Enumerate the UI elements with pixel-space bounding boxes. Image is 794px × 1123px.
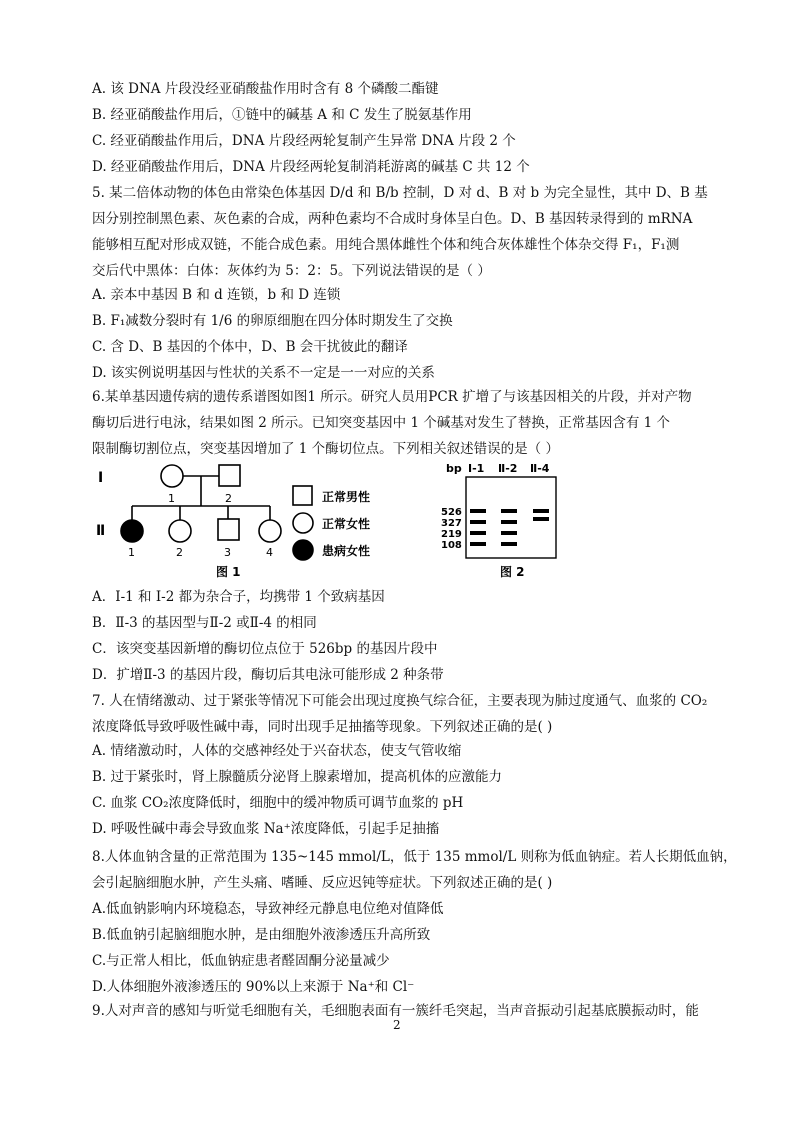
question-8-line-1: 8.人体血钠含量的正常范围为 135~145 mmol/L，低于 135 mmol/L 则称为低血钠症。若人长期低血钠， [92, 849, 737, 865]
lane-label-II-4: Ⅱ-4 [530, 462, 550, 475]
option-4d: D. 经亚硝酸盐作用后，DNA 片段经两轮复制消耗游离的碱基 C 共 12 个 [92, 159, 530, 175]
question-5-line-2: 因分别控制黑色素、灰色素的合成，两种色素均不合成时身体呈白色。D、B 基因转录得到的 mRNA [92, 211, 693, 227]
band [501, 509, 517, 513]
option-8d: D.人体细胞外液渗透压的 90%以上来源于 Na⁺和 Cl⁻ [92, 979, 415, 995]
band [470, 520, 486, 524]
band [501, 520, 517, 524]
option-4c: C. 经亚硝酸盐作用后，DNA 片段经两轮复制产生异常 DNA 片段 2 个 [92, 133, 516, 149]
generation-2-label: Ⅱ [96, 523, 106, 539]
question-6-line-2: 酶切后进行电泳，结果如图 2 所示。已知突变基因中 1 个碱基对发生了替换，正常基因含有 1 个 [92, 415, 671, 431]
individual-II-4 [259, 520, 281, 542]
question-7-line-2: 浓度降低导致呼吸性碱中毒，同时出现手足抽搐等现象。下列叙述正确的是( ) [92, 719, 553, 735]
option-5d: D. 该实例说明基因与性状的关系不一定是一一对应的关系 [92, 365, 435, 381]
lane-label-II-2: Ⅱ-2 [498, 462, 518, 475]
option-6b: B．Ⅱ-3 的基因型与Ⅱ-2 或Ⅱ-4 的相同 [92, 615, 317, 631]
option-6d: D．扩增Ⅱ-3 的基因片段，酶切后其电泳可能形成 2 种条带 [92, 667, 444, 683]
bp-label: bp [446, 462, 462, 475]
band [501, 531, 517, 535]
option-5a: A. 亲本中基因 B 和 d 连锁，b 和 D 连锁 [92, 287, 341, 303]
question-8-line-2: 会引起脑细胞水肿，产生头痛、嗜睡、反应迟钝等症状。下列叙述正确的是( ) [92, 875, 553, 891]
option-5b: B. F₁减数分裂时有 1/6 的卵原细胞在四分体时期发生了交换 [92, 313, 453, 329]
option-6a: A．I-1 和 I-2 都为杂合子，均携带 1 个致病基因 [92, 589, 385, 605]
legend-male-label: 正常男性 [322, 490, 371, 504]
option-7c: C. 血浆 CO₂浓度降低时，细胞中的缓冲物质可调节血浆的 pH [92, 795, 464, 811]
band [470, 531, 486, 535]
option-4a: A. 该 DNA 片段没经亚硝酸盐作用时含有 8 个磷酸二酯键 [92, 81, 439, 97]
label-II-4: 4 [266, 546, 273, 559]
label-I-2: 2 [225, 492, 232, 505]
individual-I-2 [219, 465, 240, 486]
size-marker-327: 327 [441, 518, 462, 529]
question-6-line-1: 6.某单基因遗传病的遗传系谱图如图1 所示。研究人员用PCR 扩增了与该基因相关的片段，并对产物 [92, 389, 692, 405]
question-5-line-1: 5. 某二倍体动物的体色由常染色体基因 D/d 和 B/b 控制，D 对 d、B 对 b 为完全显性，其中 D、B 基 [92, 185, 708, 201]
individual-I-1 [161, 465, 183, 487]
size-marker-108: 108 [441, 540, 462, 551]
page-number: 2 [393, 1018, 401, 1032]
legend-male-symbol [293, 486, 312, 505]
generation-1-label: I [98, 470, 104, 486]
legend-affected-label: 患病女性 [322, 544, 371, 558]
option-8a: A.低血钠影响内环境稳态，导致神经元静息电位绝对值降低 [92, 901, 444, 917]
band [533, 509, 549, 513]
size-marker-526: 526 [441, 507, 462, 518]
band [501, 542, 517, 546]
option-6c: C．该突变基因新增的酶切位点位于 526bp 的基因片段中 [92, 641, 438, 657]
label-II-3: 3 [224, 546, 231, 559]
option-4b: B. 经亚硝酸盐作用后，①链中的碱基 A 和 C 发生了脱氨基作用 [92, 107, 472, 123]
option-7b: B. 过于紧张时，肾上腺髓质分泌肾上腺素增加，提高机体的应激能力 [92, 769, 503, 785]
band [470, 542, 486, 546]
option-7a: A. 情绪激动时，人体的交感神经处于兴奋状态，使支气管收缩 [92, 743, 462, 759]
question-5-line-3: 能够相互配对形成双链，不能合成色素。用纯合黑体雌性个体和纯合灰体雄性个体杂交得 F₁，F₁测 [92, 237, 680, 253]
legend-female-symbol [293, 513, 313, 533]
size-marker-219: 219 [441, 529, 462, 540]
question-7-line-1: 7. 人在情绪激动、过于紧张等情况下可能会出现过度换气综合征，主要表现为肺过度通气、血浆的 CO₂ [92, 693, 708, 709]
label-I-1: 1 [168, 492, 175, 505]
individual-II-3 [218, 519, 239, 540]
gel-figure [438, 460, 568, 584]
question-6-line-3: 限制酶切割位点，突变基因增加了 1 个酶切位点。下列相关叙述错误的是（ ） [92, 441, 559, 457]
lane-label-I-1: Ⅰ-1 [468, 462, 485, 475]
option-8b: B.低血钠引起脑细胞水肿，是由细胞外液渗透压升高所致 [92, 927, 431, 943]
figure-1-caption: 图 1 [216, 565, 241, 579]
legend-affected-symbol [293, 540, 313, 560]
option-7d: D. 呼吸性碱中毒会导致血浆 Na⁺浓度降低，引起手足抽搐 [92, 821, 440, 837]
label-II-2: 2 [176, 546, 183, 559]
label-II-1: 1 [128, 546, 135, 559]
legend-female-label: 正常女性 [322, 517, 371, 531]
option-8c: C.与正常人相比，低血钠症患者醛固酮分泌量减少 [92, 953, 390, 969]
pedigree-figure [92, 458, 402, 584]
question-9-line-1: 9.人对声音的感知与听觉毛细胞有关，毛细胞表面有一簇纤毛突起，当声音振动引起基底膜振动时，能 [92, 1003, 699, 1019]
individual-II-2 [169, 520, 191, 542]
band [470, 509, 486, 513]
individual-II-1 [121, 520, 143, 542]
figure-2-caption: 图 2 [500, 565, 525, 579]
question-5-line-4: 交后代中黑体：白体：灰体约为 5：2：5。下列说法错误的是（ ） [92, 263, 491, 279]
band [533, 517, 549, 521]
option-5c: C. 含 D、B 基因的个体中，D、B 会干扰彼此的翻译 [92, 339, 408, 355]
